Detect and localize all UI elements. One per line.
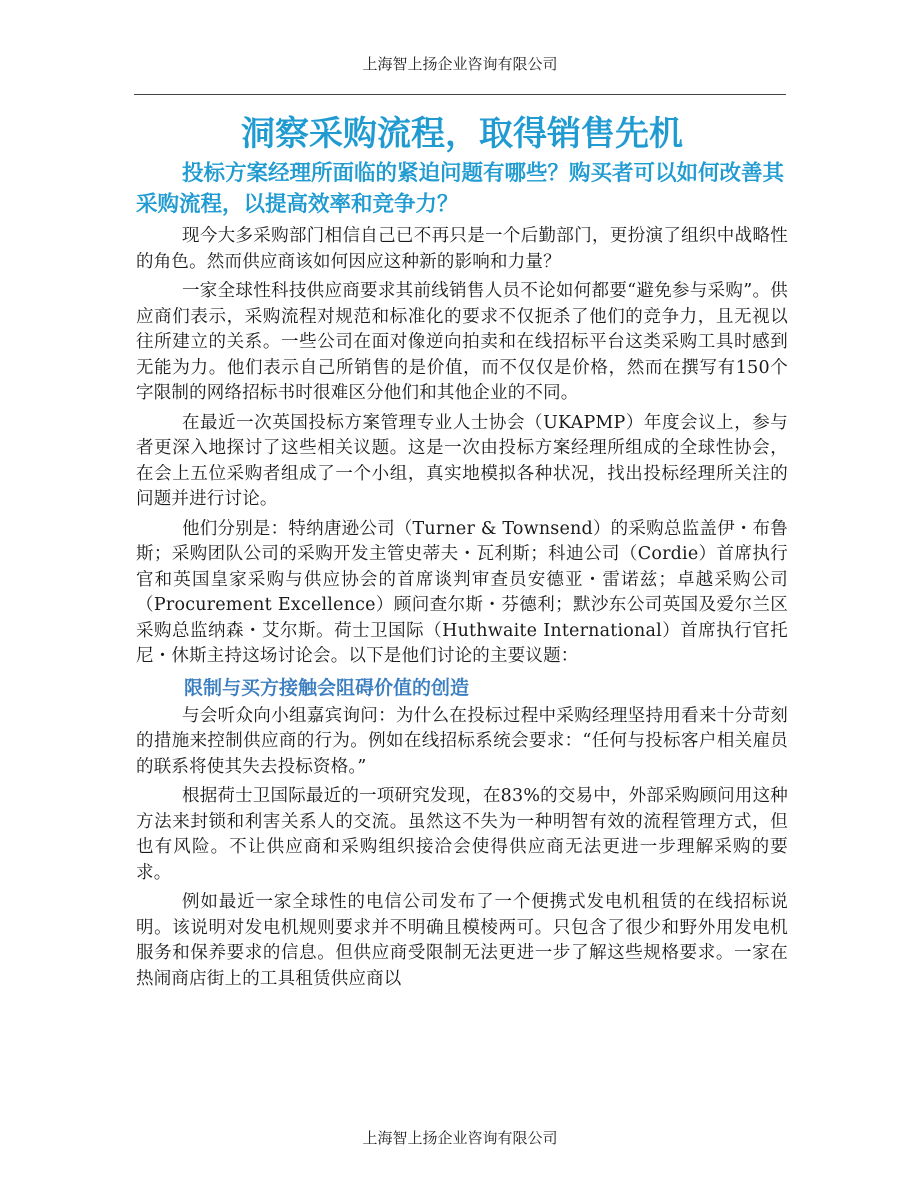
paragraph-intro-2: 一家全球性科技供应商要求其前线销售人员不论如何都要“避免参与采购”。供应商们表示，采购流程对规范和标准化的要求不仅扼杀了他们的竞争力，且无视以往所建立的关系。一些公司在面对像逆向拍卖和在线招标平台这类采购工具时感到无能为力。他们表示自己所销售的是价值，而不仅仅是价格，然而在撰写有150个字限制的网络招标书时很难区分他们和其他企业的不同。 [136,281,788,403]
paragraph-section-3: 例如最近一家全球性的电信公司发布了一个便携式发电机租赁的在线招标说明。该说明对发电机规则要求并不明确且模棱两可。只包含了很少和野外用发电机服务和保养要求的信息。但供应商受限制无法更进一步了解这些规格要求。一家在热闹商店街上的工具租赁供应商以 [136,892,788,989]
page-header: 上海智上扬企业咨询有限公司 [362,55,558,73]
paragraph-section-1: 与会听众向小组嘉宾询问：为什么在投标过程中采购经理坚持用看来十分苛刻的措施来控制供应商的行为。例如在线招标系统会要求：“任何与投标客户相关雇员的联系将使其失去投标资格。” [136,705,788,777]
document-body [136,112,788,996]
page-footer: 上海智上扬企业咨询有限公司 [362,1129,558,1147]
paragraph-section-2: 根据荷士卫国际最近的一项研究发现，在83%的交易中，外部采购顾问用这种方法来封锁和利害关系人的交流。虽然这不失为一种明智有效的流程管理方式，但也有风险。不让供应商和采购组织接洽会使得供应商无法更进一步理解采购的要求。 [136,786,788,883]
document-title: 洞察采购流程，取得销售先机 [241,114,683,154]
section-heading: 限制与买方接触会阻碍价值的创造 [184,676,470,699]
paragraph-intro-1: 现今大多采购部门相信自己已不再只是一个后勤部门，更扮演了组织中战略性的角色。然而供应商该如何因应这种新的影响和力量？ [136,226,788,272]
paragraph-intro-3: 在最近一次英国投标方案管理专业人士协会（UKAPMP）年度会议上，参与者更深入地探讨了这些相关议题。这是一次由投标方案经理所组成的全球性协会，在会上五位采购者组成了一个小组，真实地模拟各种状况，找出投标经理所关注的问题并进行讨论。 [136,412,788,509]
document-subtitle: 投标方案经理所面临的紧迫问题有哪些？购买者可以如何改善其采购流程，以提高效率和竞争力？ [136,161,785,217]
paragraph-intro-4: 他们分别是：特纳唐逊公司（Turner & Townsend）的采购总监盖伊・布鲁斯；采购团队公司的采购开发主管史蒂夫・瓦利斯；科迪公司（Cordie）首席执行官和英国皇家采购与供应协会的首席谈判审查员安德亚・雷诺兹；卓越采购公司（Procurement Excellence）顾问查尔斯・芬德利；默沙东公司英国及爱尔兰区采购总监纳森・艾尔斯。荷士卫国际（Huthwaite International）首席执行官托尼・休斯主持这场讨论会。以下是他们讨论的主要议题： [136,518,788,666]
header-divider [134,94,786,95]
